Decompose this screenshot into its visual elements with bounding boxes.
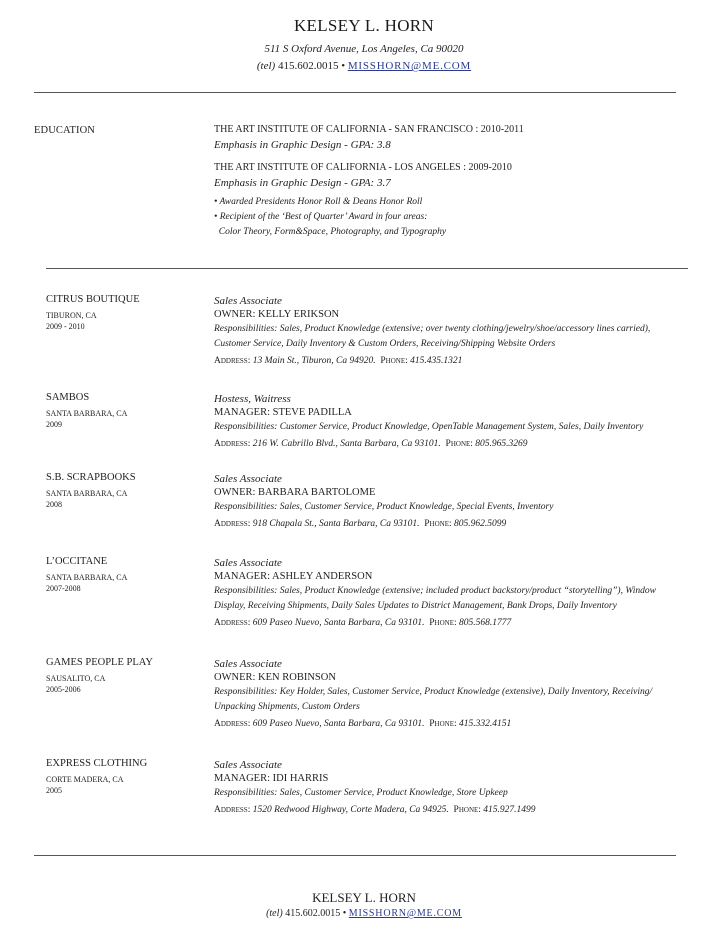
education-bullet: • Awarded Presidents Honor Roll & Deans Honor Roll [214, 197, 423, 207]
job-address: Address: 216 W. Cabrillo Blvd., Santa Barbara, Ca 93101. Phone: 805.965.3269 [214, 439, 528, 449]
job-supervisor: OWNER: KELLY ERIKSON [214, 309, 340, 320]
tel-label: (tel) [256, 60, 276, 72]
job-responsibilities: Responsibilities: Sales, Customer Service, Product Knowledge, Store Upkeep [214, 788, 508, 798]
footer-email-link[interactable]: MISSHORN@ME.COM [348, 908, 462, 919]
header-email-link[interactable]: MISSHORN@ME.COM [347, 60, 472, 72]
divider [34, 92, 676, 93]
job-address: Address: 1520 Redwood Highway, Corte Madera, Ca 94925. Phone: 415.927.1499 [214, 805, 536, 815]
job-address: Address: 918 Chapala St., Santa Barbara, Ca 93101. Phone: 805.962.5099 [214, 519, 507, 529]
education-section [214, 124, 694, 240]
company-name: S.B. SCRAPBOOKS [46, 472, 136, 483]
job-title: Sales Associate [214, 295, 282, 307]
header-contact [0, 60, 728, 72]
job-address: Address: 609 Paseo Nuevo, Santa Barbara, Ca 93101. Phone: 805.568.1777 [214, 618, 512, 628]
job-responsibilities: Responsibilities: Sales, Product Knowledge (extensive; included product backstory/product “storytelling”), Window Display, Receiving Shipments, Daily Sales Updates to District Management, Bank Drops, Daily Inventory [214, 586, 656, 611]
job-title: Sales Associate [214, 473, 282, 485]
job-responsibilities: Responsibilities: Sales, Customer Service, Product Knowledge, Special Events, Inventory [214, 502, 554, 512]
job-supervisor: OWNER: KEN ROBINSON [214, 672, 336, 683]
job-location: TIBURON, CA 2009 - 2010 [46, 311, 97, 331]
job-title: Hostess, Waitress [214, 393, 291, 405]
company-name: EXPRESS CLOTHING [46, 758, 148, 769]
job-address: Address: 609 Paseo Nuevo, Santa Barbara, Ca 93101. Phone: 415.332.4151 [214, 719, 512, 729]
header-address: 511 S Oxford Avenue, Los Angeles, Ca 90020 [264, 43, 464, 55]
job-location: SANTA BARBARA, CA 2008 [46, 489, 128, 509]
footer-phone: 415.602.0015 [285, 908, 341, 919]
job-supervisor: MANAGER: STEVE PADILLA [214, 407, 352, 418]
job-address: Address: 13 Main St., Tiburon, Ca 94920. Phone: 415.435.1321 [214, 356, 463, 366]
header-phone: 415.602.0015 [277, 60, 339, 72]
footer-contact [0, 908, 728, 919]
job-location: SANTA BARBARA, CA 2009 [46, 409, 128, 429]
footer-name: KELSEY L. HORN [312, 890, 416, 905]
divider [46, 268, 688, 269]
separator: • [341, 60, 346, 72]
job-location: CORTE MADERA, CA 2005 [46, 775, 124, 795]
school-name: THE ART INSTITUTE OF CALIFORNIA - SAN FRANCISCO : 2010-2011 [214, 124, 524, 135]
job-title: Sales Associate [214, 759, 282, 771]
school-emphasis: Emphasis in Graphic Design - GPA: 3.8 [214, 139, 391, 151]
job-supervisor: MANAGER: IDI HARRIS [214, 773, 329, 784]
job-supervisor: OWNER: BARBARA BARTOLOME [214, 487, 376, 498]
job-location: SAUSALITO, CA 2005-2006 [46, 674, 106, 694]
education-bullet: Color Theory, Form&Space, Photography, and Typography [214, 227, 447, 237]
separator: • [342, 908, 347, 919]
job-location: SANTA BARBARA, CA 2007-2008 [46, 573, 128, 593]
company-name: SAMBOS [46, 392, 90, 403]
school-emphasis: Emphasis in Graphic Design - GPA: 3.7 [214, 177, 391, 189]
divider [34, 855, 676, 856]
job-responsibilities: Responsibilities: Key Holder, Sales, Customer Service, Product Knowledge (extensive), Daily Inventory, Receiving/ Unpacking Shipments, Custom Orders [214, 687, 653, 712]
job-supervisor: MANAGER: ASHLEY ANDERSON [214, 571, 373, 582]
school-name: THE ART INSTITUTE OF CALIFORNIA - LOS ANGELES : 2009-2010 [214, 162, 512, 173]
education-heading: EDUCATION [34, 125, 95, 136]
job-responsibilities: Responsibilities: Customer Service, Product Knowledge, OpenTable Management System, Sales, Daily Inventory [214, 422, 644, 432]
job-responsibilities: Responsibilities: Sales, Product Knowledge (extensive; over twenty clothing/jewelry/shoe/accessory lines carried), Customer Service, Daily Inventory & Custom Orders, Receiving/Shipping Website Orders [214, 324, 651, 349]
company-name: GAMES PEOPLE PLAY [46, 657, 153, 668]
company-name: CITRUS BOUTIQUE [46, 294, 140, 305]
job-title: Sales Associate [214, 658, 282, 670]
tel-label: (tel) [266, 908, 283, 919]
resume-name: KELSEY L. HORN [293, 16, 435, 35]
job-title: Sales Associate [214, 557, 282, 569]
education-bullet: • Recipient of the ‘Best of Quarter’ Award in four areas: [214, 212, 428, 222]
company-name: L’OCCITANE [46, 556, 108, 567]
